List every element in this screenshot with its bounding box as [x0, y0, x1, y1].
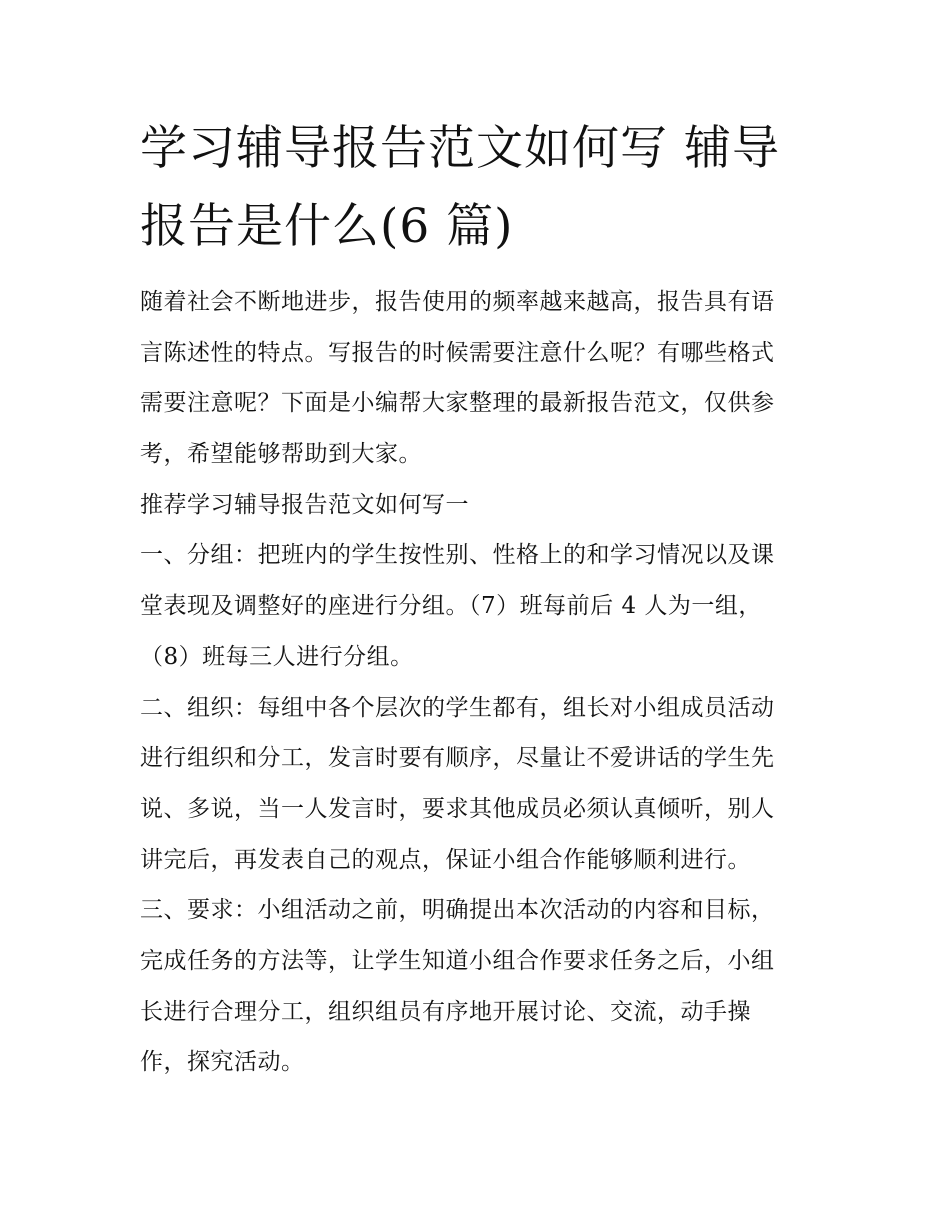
item-3-line-1: 三、要求：小组活动之前，明确提出本次活动的内容和目标， [140, 897, 775, 924]
section-heading: 推荐学习辅导报告范文如何写一 [140, 491, 469, 518]
item-2-line-2: 进行组织和分工，发言时要有顺序，尽量让不爱讲话的学生先 [140, 745, 775, 772]
item-1-line-3: （8）班每三人进行分组。 [140, 643, 414, 670]
intro-line-2: 言陈述性的特点。写报告的时候需要注意什么呢？有哪些格式 [140, 339, 775, 366]
item-1-line-1: 一、分组：把班内的学生按性别、性格上的和学习情况以及课 [140, 542, 775, 569]
item-3-line-4: 作，探究活动。 [140, 1049, 305, 1076]
item-1-line-2: 堂表现及调整好的座进行分组。（7）班每前后 4 人为一组， [140, 593, 762, 620]
item-2-line-4: 讲完后，再发表自己的观点，保证小组合作能够顺利进行。 [140, 846, 751, 873]
title-line-2: 报告是什么(6 篇) [140, 199, 514, 254]
item-3-line-2: 完成任务的方法等，让学生知道小组合作要求任务之后，小组 [140, 947, 775, 974]
intro-line-3: 需要注意呢？下面是小编帮大家整理的最新报告范文，仅供参 [140, 390, 775, 417]
document-body [140, 277, 820, 1088]
document-title [140, 110, 830, 266]
item-2-line-3: 说、多说，当一人发言时，要求其他成员必须认真倾听，别人 [140, 795, 775, 822]
item-3-line-3: 长进行合理分工，组织组员有序地开展讨论、交流，动手操 [140, 998, 751, 1025]
item-2-line-1: 二、组织：每组中各个层次的学生都有，组长对小组成员活动 [140, 694, 775, 721]
intro-line-1: 随着社会不断地进步，报告使用的频率越来越高，报告具有语 [140, 289, 775, 315]
intro-line-4: 考，希望能够帮助到大家。 [140, 441, 422, 468]
title-line-1: 学习辅导报告范文如何写 辅导 [140, 121, 780, 176]
